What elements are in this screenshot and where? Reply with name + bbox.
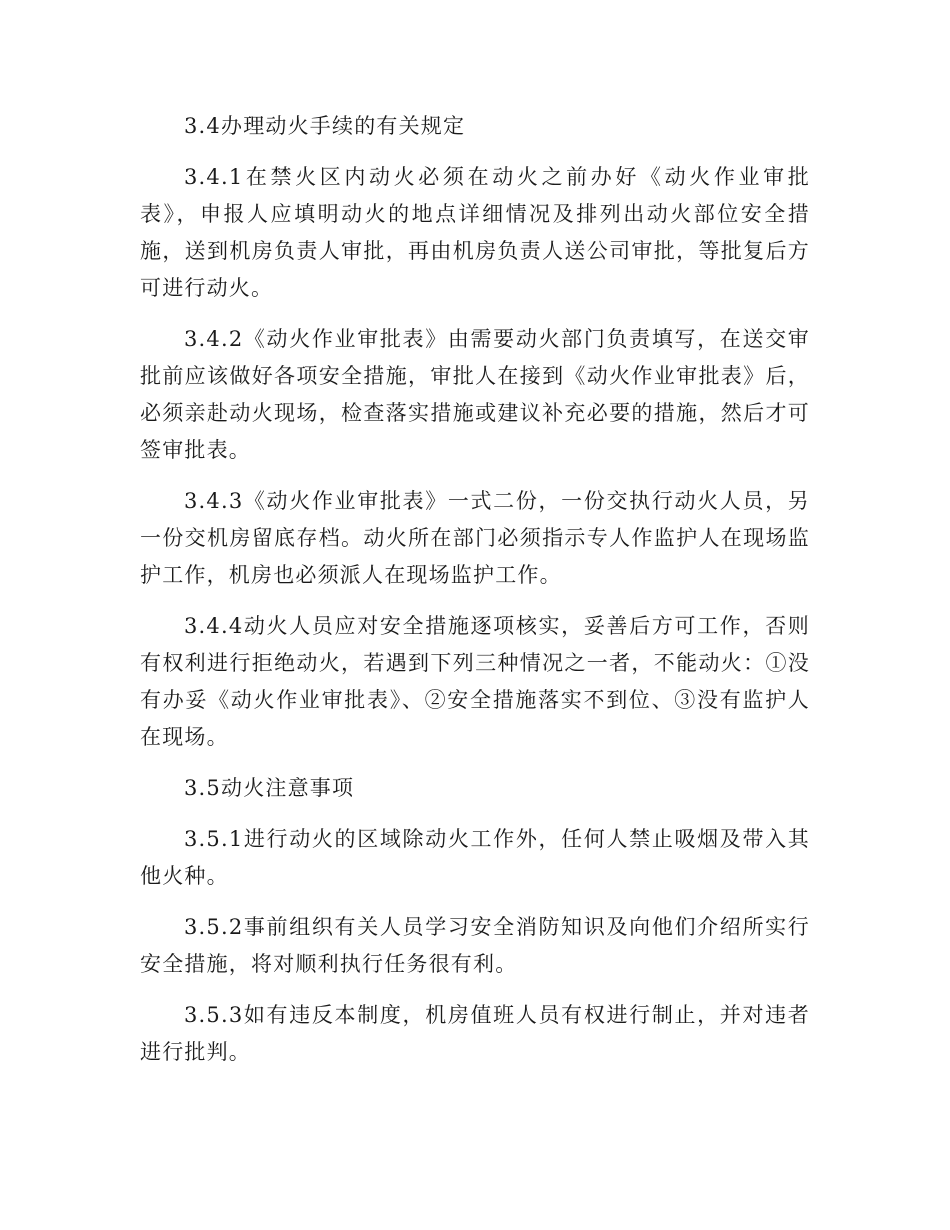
paragraph-3-4-2: 3.4.2《动火作业审批表》由需要动火部门负责填写，在送交审批前应该做好各项安全措施，审批人在接到《动火作业审批表》后，必须亲赴动火现场，检查落实措施或建议补充必要的措施，然后才可签审批表。 [140,327,810,462]
paragraph-3-4-4: 3.4.4动火人员应对安全措施逐项核实，妥善后方可工作，否则有权利进行拒绝动火，若遇到下列三种情况之一者，不能动火：①没有办妥《动火作业审批表》、②安全措施落实不到位、③没有监护人在现场。 [140,614,810,749]
section-heading-3-4: 3.4办理动火手续的有关规定 [184,114,466,138]
paragraph-3-5-2: 3.5.2事前组织有关人员学习安全消防知识及向他们介绍所实行安全措施，将对顺利执行任务很有利。 [140,915,810,976]
paragraph-3-4-1: 3.4.1在禁火区内动火必须在动火之前办好《动火作业审批表》，申报人应填明动火的地点详细情况及排列出动火部位安全措施，送到机房负责人审批，再由机房负责人送公司审批，等批复后方可进行动火。 [140,165,810,300]
paragraph-3-4-3: 3.4.3《动火作业审批表》一式二份，一份交执行动火人员，另一份交机房留底存档。动火所在部门必须指示专人作监护人在现场监护工作，机房也必须派人在现场监护工作。 [140,489,810,587]
paragraph-3-5-3: 3.5.3如有违反本制度，机房值班人员有权进行制止，并对违者进行批判。 [140,1003,810,1064]
section-heading-3-5: 3.5动火注意事项 [184,776,355,800]
document-body [140,108,810,1085]
paragraph-3-5-1: 3.5.1进行动火的区域除动火工作外，任何人禁止吸烟及带入其他火种。 [140,827,810,888]
